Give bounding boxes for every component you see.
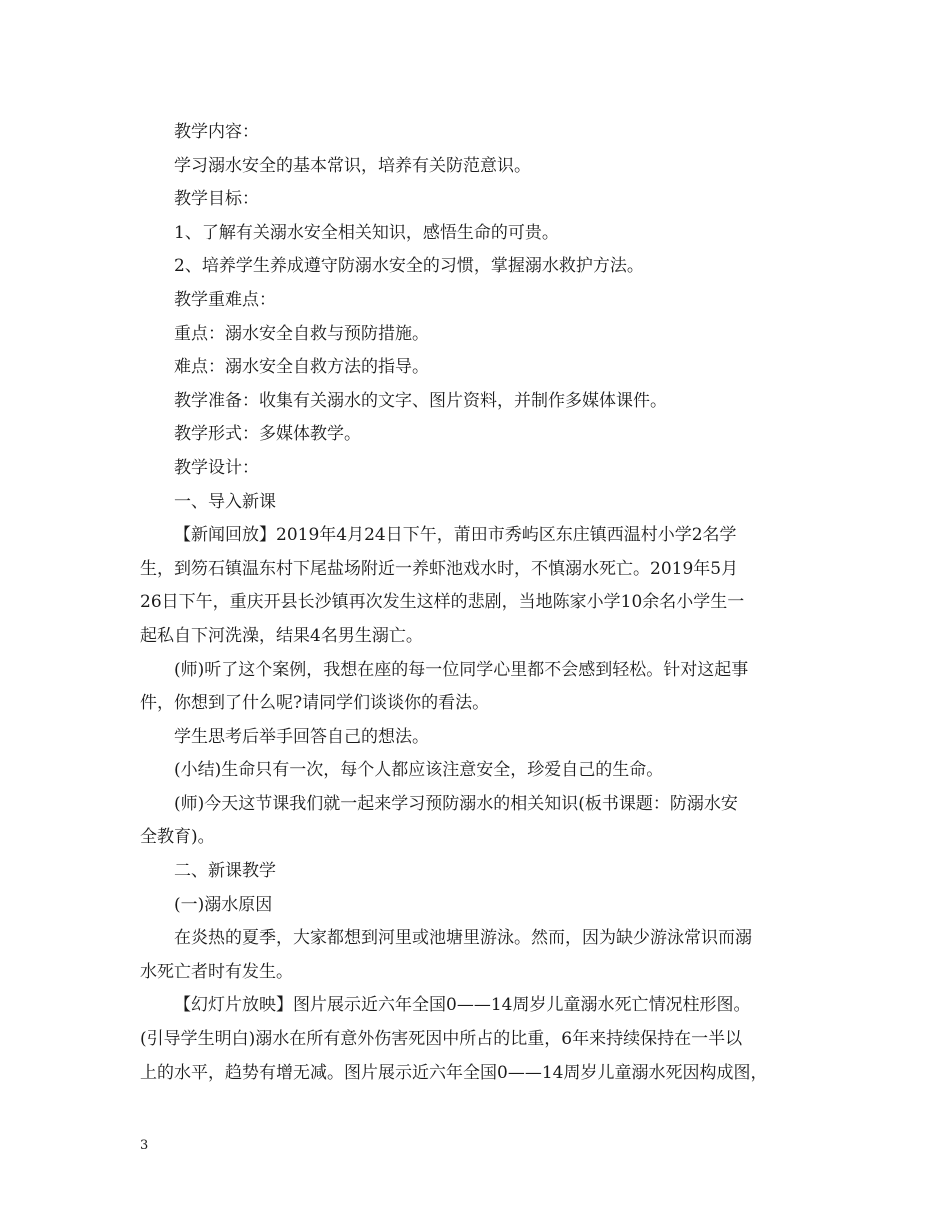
text-line: 学习溺水安全的基本常识，培养有关防范意识。 [174,155,531,176]
text-line: 全教育)。 [140,827,215,848]
text-line: 教学目标： [174,189,259,210]
text-line: 水死亡者时有发生。 [140,961,293,982]
text-line: (师)今天这节课我们就一起来学习预防溺水的相关知识(板书课题：防溺水安 [174,793,738,814]
text-line: (引导学生明白)溺水在所有意外伤害死因中所占的比重，6年来持续保持在一半以 [140,1029,743,1050]
text-line: 生，到笏石镇温东村下尾盐场附近一养虾池戏水时，不慎溺水死亡。2019年5月 [140,558,739,579]
text-line: 教学形式：多媒体教学。 [174,424,361,445]
page-number: 3 [140,1138,149,1153]
text-line: 教学准备：收集有关溺水的文字、图片资料，并制作多媒体课件。 [174,390,667,411]
text-line: 1、了解有关溺水安全相关知识，感悟生命的可贵。 [174,222,559,243]
text-line: 【新闻回放】2019年4月24日下午，莆田市秀屿区东庄镇西温村小学2名学 [174,525,737,546]
text-line: 教学设计： [174,457,259,478]
text-line: 重点：溺水安全自救与预防措施。 [174,323,429,344]
text-line: 起私自下河洗澡，结果4名男生溺亡。 [140,625,423,646]
text-line: 在炎热的夏季，大家都想到河里或池塘里游泳。然而，因为缺少游泳常识而溺 [174,928,752,949]
text-line: 难点：溺水安全自救方法的指导。 [174,357,429,378]
text-line: 教学重难点： [174,289,276,310]
text-line: (一)溺水原因 [174,894,273,915]
text-line: 2、培养学生养成遵守防溺水安全的习惯，掌握溺水救护方法。 [174,256,644,277]
text-line: 【幻灯片放映】图片展示近六年全国0——14周岁儿童溺水死亡情况柱形图。 [174,995,751,1016]
text-line: (小结)生命只有一次，每个人都应该注意安全，珍爱自己的生命。 [174,760,664,781]
text-line: 26日下午，重庆开县长沙镇再次发生这样的悲剧，当地陈家小学10余名小学生一 [140,592,745,613]
text-line: 二、新课教学 [174,861,276,882]
text-line: 上的水平，趋势有增无减。图片展示近六年全国0——14周岁儿童溺水死因构成图， [140,1062,768,1083]
text-line: 学生思考后举手回答自己的想法。 [174,726,429,747]
text-line: 教学内容： [174,122,259,142]
text-line: 件，你想到了什么呢?请同学们谈谈你的看法。 [140,693,490,714]
document-body [140,116,812,1090]
text-line: 一、导入新课 [174,491,276,512]
text-line: (师)听了这个案例，我想在座的每一位同学心里都不会感到轻松。针对这起事 [174,659,749,680]
